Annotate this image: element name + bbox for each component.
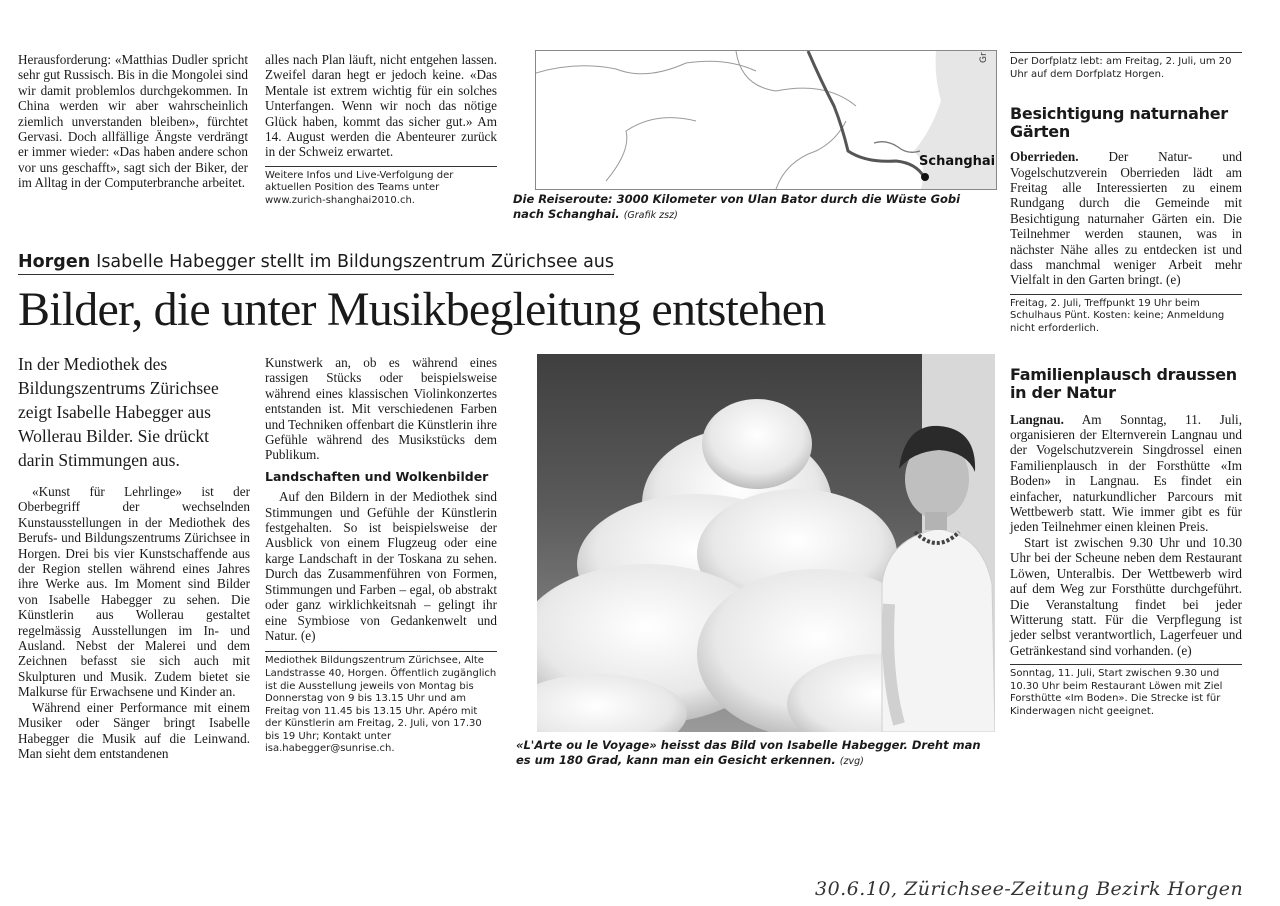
article-paragraph: «Kunst für Lehrlinge» ist der Oberbegriff der wechselnden Kunstausstellungen in der Mediothek des Berufs- und Bildungszentrums Zürichsee in Horgen. Drei bis vier Kunstschaffende aus der Region stellen während eines Jahres ihre Werke aus. Im Moment sind Bilder von Isabelle Habegger zu sehen. Die Künstlerin aus Wollerau gestaltet regelmässig Ausstellungen im In- und Ausland. Nebst der Malerei und dem Zeichnen befasst sie sich auch mit Skulpturen und Musik. Zudem bietet sie Malkurse für Erwachsene und Kinder an. <box>18 484 250 700</box>
sidebar-top-info: Der Dorfplatz lebt: am Freitag, 2. Juli, um 20 Uhr auf dem Dorfplatz Horgen. <box>1010 52 1242 81</box>
painting-with-artist <box>537 354 995 732</box>
article-column-2 <box>265 355 497 756</box>
sidebar-item-2-body <box>1010 412 1242 659</box>
province-border <box>776 121 846 189</box>
top-left-paragraph: Herausforderung: «Matthias Dudler spricht sehr gut Russisch. Bis in die Mongolei sind wir damit problemlos durchgekommen. In China werden wir aber wahrscheinlich ziemlich unverstanden bleiben», fürchtet Gervasi. Doch allfällige Ängste verdrängt er immer wieder: «Das haben andere schon vor uns geschafft», sagt sich der Biker, der im Alltag in der Computerbranche arbeitet. <box>18 52 248 191</box>
top-left-column <box>18 52 248 191</box>
photo-caption-text: «L'Arte ou le Voyage» heisst das Bild von Isabelle Habegger. Dreht man es um 180 Grad, kann man ein Gesicht erkennen. <box>516 738 981 767</box>
sidebar-item-2-title: Familienplausch draussen in der Natur <box>1010 364 1237 402</box>
kicker-text: Isabelle Habegger stellt im Bildungszentrum Zürichsee aus <box>96 252 614 272</box>
sidebar-item-2-text: Am Sonntag, 11. Juli, organisieren der Elternverein Langnau und der Vogelschutzverein Singdrossel einen Familienplausch in der Forsthütte «Im Boden» in Langnau. Es findet ein einfacher, naturkundlicher Parcours mit Wettbewerb statt. Wie immer gibt es für jeden Teilnehmer einen kleinen Preis. <box>1010 411 1242 535</box>
top-info-box: Weitere Infos und Live-Verfolgung der aktuellen Position des Teams unter www.zurich-shanghai2010.ch. <box>265 166 497 208</box>
kicker-place: Horgen <box>18 252 91 272</box>
sidebar-item-1-place: Oberrieden. <box>1010 149 1079 165</box>
top-second-column <box>265 52 497 208</box>
article-paragraph: Auf den Bildern in der Mediothek sind Stimmungen und Gefühle der Künstlerin festgehalten. So ist beispielsweise der Ausblick von einem Flugzeug oder eine karge Landschaft in der Toskana zu sehen. Durch das Zusammenführen von Formen, Stimmungen und Farben – egal, ob abstrakt oder ganz wirklichkeitsnah – gelingt ihr eine Symbiose von Gedankenwelt und Natur. (e) <box>265 489 497 643</box>
article-paragraph: Während einer Performance mit einem Musiker oder Sänger bringt Isabelle Habegger die Musik auf die Leinwand. Man sieht dem entstandenen <box>18 699 250 761</box>
sidebar-item-1-info: Freitag, 2. Juli, Treffpunkt 19 Uhr beim Schulhaus Pünt. Kosten: keine; Anmeldung nicht erforderlich. <box>1010 294 1242 336</box>
article-photo <box>537 354 995 732</box>
article-subhead: Landschaften und Wolkenbilder <box>265 468 489 484</box>
map-caption-text: Die Reiseroute: 3000 Kilometer von Ulan Bator durch die Wüste Gobi nach Schanghai. <box>513 192 961 221</box>
handwritten-note: 30.6.10, Zürichsee-Zeitung Bezirk Horgen <box>815 878 1244 900</box>
sidebar-item-1-text: Der Natur- und Vogelschutzverein Oberrieden lädt am Freitag alle Interessierten zu einem Rundgang durch die Gemeinde mit Besichtigung naturnaher Gärten ein. Die Teilnehmer werden staunen, was in nächster Nähe alles zu entdecken ist und dass manchmal weniger Arbeit mehr Vielfalt in den Garten bringt. (e) <box>1010 149 1243 288</box>
sidebar-item-2-place: Langnau. <box>1010 411 1064 427</box>
article-paragraph: Kunstwerk an, ob es während eines rassigen Stücks oder beispielsweise während eines klassischen Violinkonzertes entstanden ist. Mit verschiedenen Farben und Techniken offenbart die Künstlerin ihre Gefühle während des Musikstücks dem Publikum. <box>265 355 497 463</box>
map-graphic <box>536 51 996 189</box>
map-edge-label: Gr <box>979 52 989 63</box>
top-second-paragraph: alles nach Plan läuft, nicht entgehen lassen. Zweifel daran hegt er jedoch keine. «Das Mentale ist extrem wichtig für ein solches Unterfangen. Wenn wir noch das nötige Glück haben, kommt das sicher gut.» Am 14. August werden die Abenteurer zurück in der Schweiz erwartet. <box>265 52 497 160</box>
river <box>874 142 920 153</box>
shanghai-dot <box>921 173 929 181</box>
article-lede: In der Mediothek des Bildungszentrums Zürichsee zeigt Isabelle Habegger aus Wollerau Bilder. Sie drückt darin Stimmungen aus. <box>18 354 219 470</box>
map-credit: (Grafik zsz) <box>623 210 678 221</box>
article-info-box: Mediothek Bildungszentrum Zürichsee, Alte Landstrasse 40, Horgen. Öffentlich zugänglich ist die Ausstellung jeweils von Montag bis Donnerstag von 9 bis 13.15 Uhr und am Freitag von 11.45 bis 13.15 Uhr. Apéro mit der Künstlerin am Freitag, 2. Juli, von 17.30 bis 19 Uhr; Kontakt unter isa.habegger@sunrise.ch. <box>265 651 497 756</box>
photo-credit: (zvg) <box>839 756 864 767</box>
city-label: Schanghai <box>919 154 996 169</box>
article-column-1 <box>18 484 250 761</box>
map-caption <box>513 192 983 223</box>
route-map <box>535 50 997 190</box>
sidebar-item-1-title: Besichtigung naturnaher Gärten <box>1010 104 1228 142</box>
article-headline: Bilder, die unter Musikbegleitung entstehen <box>18 283 826 336</box>
article-kicker <box>18 252 614 275</box>
sidebar-item-1-body <box>1010 149 1242 288</box>
photo-caption <box>516 738 996 769</box>
route-line <box>808 51 924 177</box>
province-border <box>606 118 696 181</box>
sidebar-item-2-text-2: Start ist zwischen 9.30 Uhr und 10.30 Uhr bei der Scheune neben dem Restaurant Löwen, Unteralbis. Der Wettbewerb wird auf dem Weg zur Forsthütte durchgeführt. Die Veranstaltung findet bei jeder Witterung statt. Für die Verpflegung ist jeder selbst verantwortlich, Lagerfeuer und Getränkestand sind vorhanden. (e) <box>1010 534 1242 658</box>
province-border <box>536 61 756 74</box>
province-border <box>736 51 856 106</box>
sidebar <box>1010 52 1242 719</box>
sidebar-item-2-info: Sonntag, 11. Juli, Start zwischen 9.30 und 10.30 Uhr beim Restaurant Löwen mit Ziel Forsthütte «Im Boden». Die Strecke ist für Kinderwagen nicht geeignet. <box>1010 664 1242 718</box>
